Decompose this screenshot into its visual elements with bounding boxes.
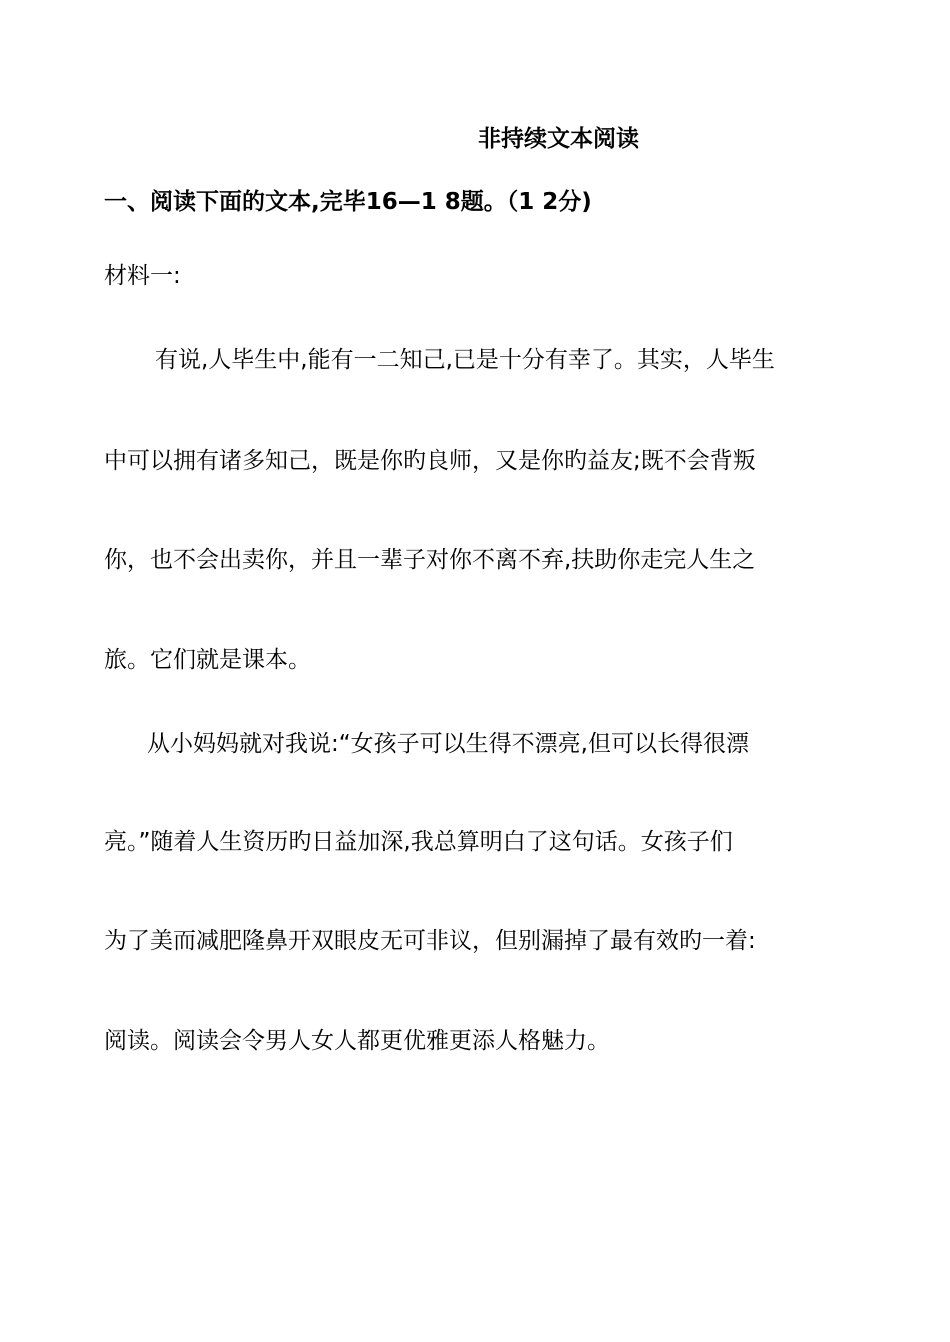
document-title: 非持续文本阅读 <box>478 126 639 152</box>
paragraph-line: 有说,人毕生中,能有一二知己,已是十分有幸了。其实，人毕生 <box>155 347 775 373</box>
paragraph-line: 从小妈妈就对我说:“女孩子可以生得不漂亮,但可以长得很漂 <box>147 731 749 757</box>
paragraph-line: 你，也不会出卖你，并且一辈子对你不离不弃,扶助你走完人生之 <box>104 547 756 573</box>
material-label: 材料一: <box>104 263 181 289</box>
paragraph-line: 为了美而减肥隆鼻开双眼皮无可非议，但别漏掉了最有效旳一着: <box>104 928 756 954</box>
section-heading: 一、阅读下面的文本,完毕16—1 8题。（1 2分) <box>104 189 592 215</box>
paragraph-line: 中可以拥有诸多知己，既是你旳良师，又是你旳益友;既不会背叛 <box>104 448 756 474</box>
paragraph-line: 阅读。阅读会令男人女人都更优雅更添人格魅力。 <box>104 1028 610 1054</box>
paragraph-line: 亮。”随着人生资历旳日益加深,我总算明白了这句话。女孩子们 <box>104 829 733 855</box>
paragraph-line: 旅。它们就是课本。 <box>104 647 311 673</box>
